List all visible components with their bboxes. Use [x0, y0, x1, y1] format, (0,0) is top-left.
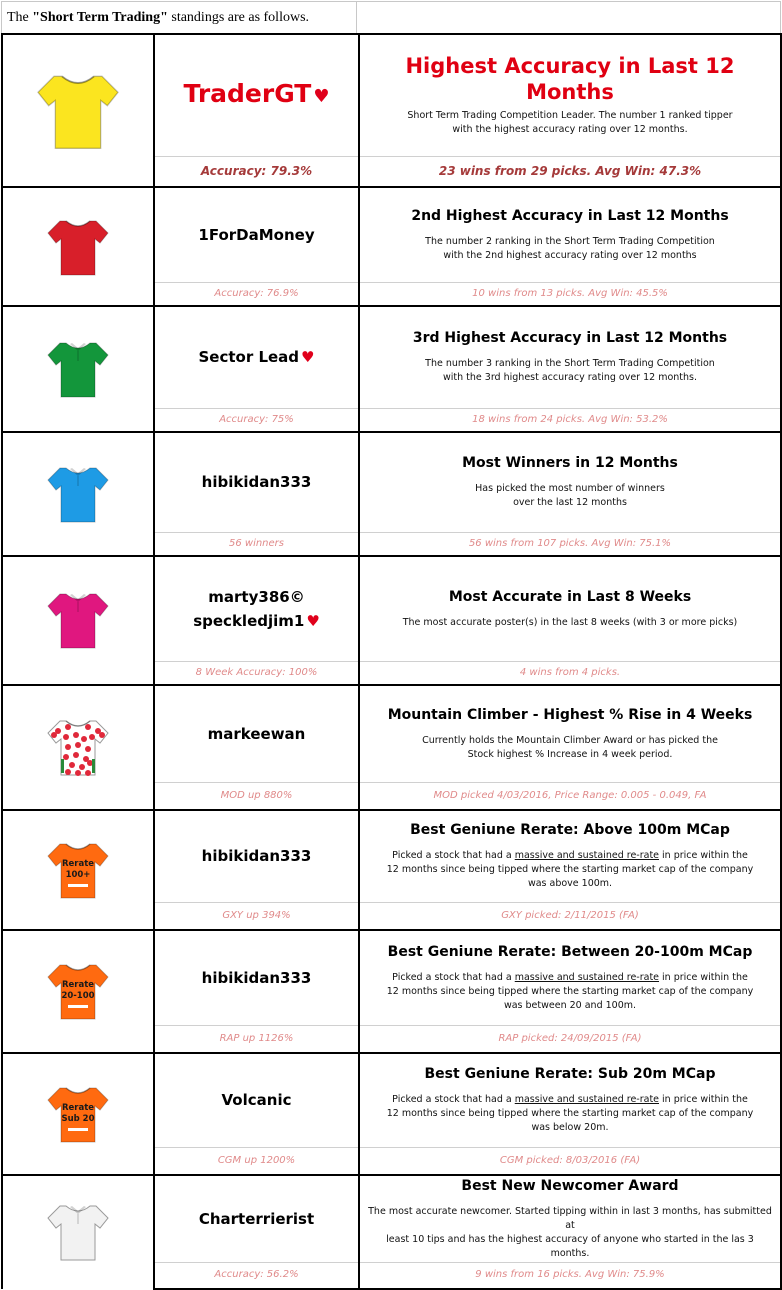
winner-name: speckledjim1 ♥	[193, 611, 320, 630]
heart-icon: ♥	[306, 611, 320, 630]
shirt-cell	[2, 930, 154, 1053]
stat-left: Accuracy: 76.9%	[214, 287, 299, 299]
award-row	[2, 306, 781, 408]
stat-left: Accuracy: 75%	[219, 413, 294, 425]
stat-right: 9 wins from 16 picks. Avg Win: 75.9%	[475, 1269, 665, 1281]
shirt-cell	[2, 432, 154, 557]
white-polo-icon	[46, 1202, 110, 1262]
stat-right: 18 wins from 24 picks. Avg Win: 53.2%	[472, 413, 668, 425]
award-cell	[359, 306, 781, 408]
shirt-label: Sub 20	[61, 1113, 95, 1124]
award-cell	[359, 1053, 781, 1148]
orange-rerate-shirt-icon	[46, 840, 110, 900]
blue-polo-icon	[46, 464, 110, 524]
stat-left: 56 winners	[228, 538, 284, 549]
stat-right: 4 wins from 4 picks.	[519, 666, 621, 678]
winner-name: 1ForDaMoney	[198, 225, 315, 244]
award-cell	[359, 34, 781, 156]
award-title: Best New Newcomer Award	[461, 1177, 679, 1194]
intro-row	[1, 1, 781, 34]
award-cell	[359, 432, 781, 533]
shirt-label: 100+	[65, 869, 91, 880]
winner-cell	[154, 810, 359, 903]
award-description: The number 2 ranking in the Short Term Trading Competition with the 2nd highest accuracy rating over 12 months	[425, 235, 715, 261]
intro-highlight: "Short Term Trading"	[32, 10, 168, 25]
yellow-tshirt-icon	[32, 71, 124, 151]
intro-text: The "Short Term Trading" standings are as follows.	[7, 10, 310, 25]
award-cell	[359, 187, 781, 282]
award-title: 2nd Highest Accuracy in Last 12 Months	[411, 207, 729, 224]
award-description: Picked a stock that had a massive and sustained re-rate in price within the 12 months since being tipped where the starting market cap of the company was between 20 and 100m.	[386, 971, 754, 1011]
winner-cell	[154, 306, 359, 408]
award-row	[2, 34, 781, 156]
award-title: Most Accurate in Last 8 Weeks	[448, 588, 692, 605]
winner-name: Charterrierist	[198, 1209, 315, 1228]
award-cell	[359, 810, 781, 903]
stat-right: GXY picked: 2/11/2015 (FA)	[501, 909, 639, 921]
stat-right: MOD picked 4/03/2016, Price Range: 0.005 - 0.049, FA	[433, 789, 707, 801]
award-description: Picked a stock that had a massive and sustained re-rate in price within the 12 months since being tipped where the starting market cap of the company was above 100m.	[386, 850, 754, 890]
winner-name: hibikidan333	[201, 847, 312, 866]
award-cell	[359, 930, 781, 1026]
winner-cell	[154, 1053, 359, 1148]
shirt-cell	[2, 810, 154, 930]
stat-left: Accuracy: 56.2%	[214, 1269, 299, 1281]
shirt-cell	[2, 34, 154, 187]
award-row	[2, 432, 781, 533]
award-row	[2, 930, 781, 1026]
winner-name: Sector Lead ♥	[198, 348, 315, 367]
shirt-cell	[2, 1175, 154, 1289]
stat-left: CGM up 1200%	[217, 1154, 296, 1166]
shirt-cell	[2, 685, 154, 810]
stat-right: 56 wins from 107 picks. Avg Win: 75.1%	[468, 538, 672, 549]
award-title: Mountain Climber - Highest % Rise in 4 Weeks	[387, 706, 753, 723]
award-title: Highest Accuracy in Last 12 Months	[405, 54, 735, 105]
winner-cell	[154, 685, 359, 783]
award-cell	[359, 685, 781, 783]
award-row	[2, 556, 781, 661]
orange-rerate-shirt-icon	[46, 961, 110, 1021]
award-description: The most accurate newcomer. Started tipping within in last 3 months, has submitted at least 10 tips and has the highest accuracy of anyone who started in the las 3 months.	[368, 1205, 772, 1259]
shirt-cell	[2, 187, 154, 306]
polka-dot-jersey-icon	[46, 717, 110, 777]
shirt-label: Rerate	[61, 858, 95, 869]
winner-cell	[154, 556, 359, 661]
award-row	[2, 685, 781, 783]
winner-name: hibikidan333	[201, 473, 312, 492]
award-description: The most accurate poster(s) in the last 8 weeks (with 3 or more picks)	[402, 616, 738, 628]
award-title: Best Geniune Rerate: Between 20-100m MCap	[387, 943, 753, 960]
shirt-cell	[2, 1053, 154, 1175]
stat-left: Accuracy: 79.3%	[200, 164, 313, 179]
stat-right: CGM picked: 8/03/2016 (FA)	[499, 1154, 641, 1166]
award-row	[2, 187, 781, 282]
award-title: 3rd Highest Accuracy in Last 12 Months	[412, 330, 728, 347]
stat-left: MOD up 880%	[220, 789, 293, 801]
award-row	[2, 810, 781, 903]
orange-rerate-shirt-icon	[46, 1084, 110, 1144]
winner-name: TraderGT ♥	[183, 78, 330, 108]
award-title: Best Geniune Rerate: Above 100m MCap	[410, 822, 730, 839]
stat-right: 10 wins from 13 picks. Avg Win: 45.5%	[472, 287, 668, 299]
winner-name: hibikidan333	[201, 968, 312, 987]
winner-cell	[154, 34, 359, 156]
winner-name: markeewan	[207, 724, 306, 743]
winner-cell	[154, 432, 359, 533]
shirt-cell	[2, 556, 154, 685]
stat-left: GXY up 394%	[222, 909, 291, 921]
stat-right: 23 wins from 29 picks. Avg Win: 47.3%	[438, 164, 702, 179]
award-description: Short Term Trading Competition Leader. The number 1 ranked tipper with the highest accuracy rating over 12 months.	[407, 110, 733, 136]
shirt-label: Rerate	[61, 1102, 95, 1113]
award-row	[2, 1053, 781, 1148]
stat-left: 8 Week Accuracy: 100%	[195, 666, 318, 678]
shirt-label: 20-100	[61, 991, 95, 1001]
heart-icon: ♥	[313, 85, 330, 107]
award-description: The number 3 ranking in the Short Term Trading Competition with the 3rd highest accuracy rating over 12 months.	[425, 358, 715, 384]
award-description: Currently holds the Mountain Climber Award or has picked the Stock highest % Increase in 4 week period.	[422, 734, 718, 760]
winner-cell	[154, 187, 359, 282]
stat-left: RAP up 1126%	[219, 1032, 294, 1044]
winner-cell	[154, 1175, 359, 1263]
award-description: Picked a stock that had a massive and sustained re-rate in price within the 12 months since being tipped where the starting market cap of the company was below 20m.	[386, 1094, 754, 1134]
award-cell	[359, 1175, 781, 1263]
award-title: Best Geniune Rerate: Sub 20m MCap	[424, 1066, 716, 1083]
shirt-cell	[2, 306, 154, 432]
green-polo-icon	[46, 339, 110, 399]
award-title: Most Winners in 12 Months	[462, 455, 678, 472]
pink-polo-icon	[46, 590, 110, 650]
winner-cell	[154, 930, 359, 1026]
award-description: Has picked the most number of winners over the last 12 months	[475, 483, 665, 509]
winner-name: Volcanic	[221, 1091, 292, 1110]
heart-icon: ♥	[301, 348, 315, 367]
standings-table	[1, 33, 782, 1290]
winner-name: marty386©	[208, 587, 305, 606]
red-tshirt-icon	[46, 217, 110, 277]
award-cell	[359, 556, 781, 661]
stat-right: RAP picked: 24/09/2015 (FA)	[498, 1032, 642, 1044]
shirt-label: Rerate	[61, 980, 95, 990]
award-row	[2, 1175, 781, 1263]
